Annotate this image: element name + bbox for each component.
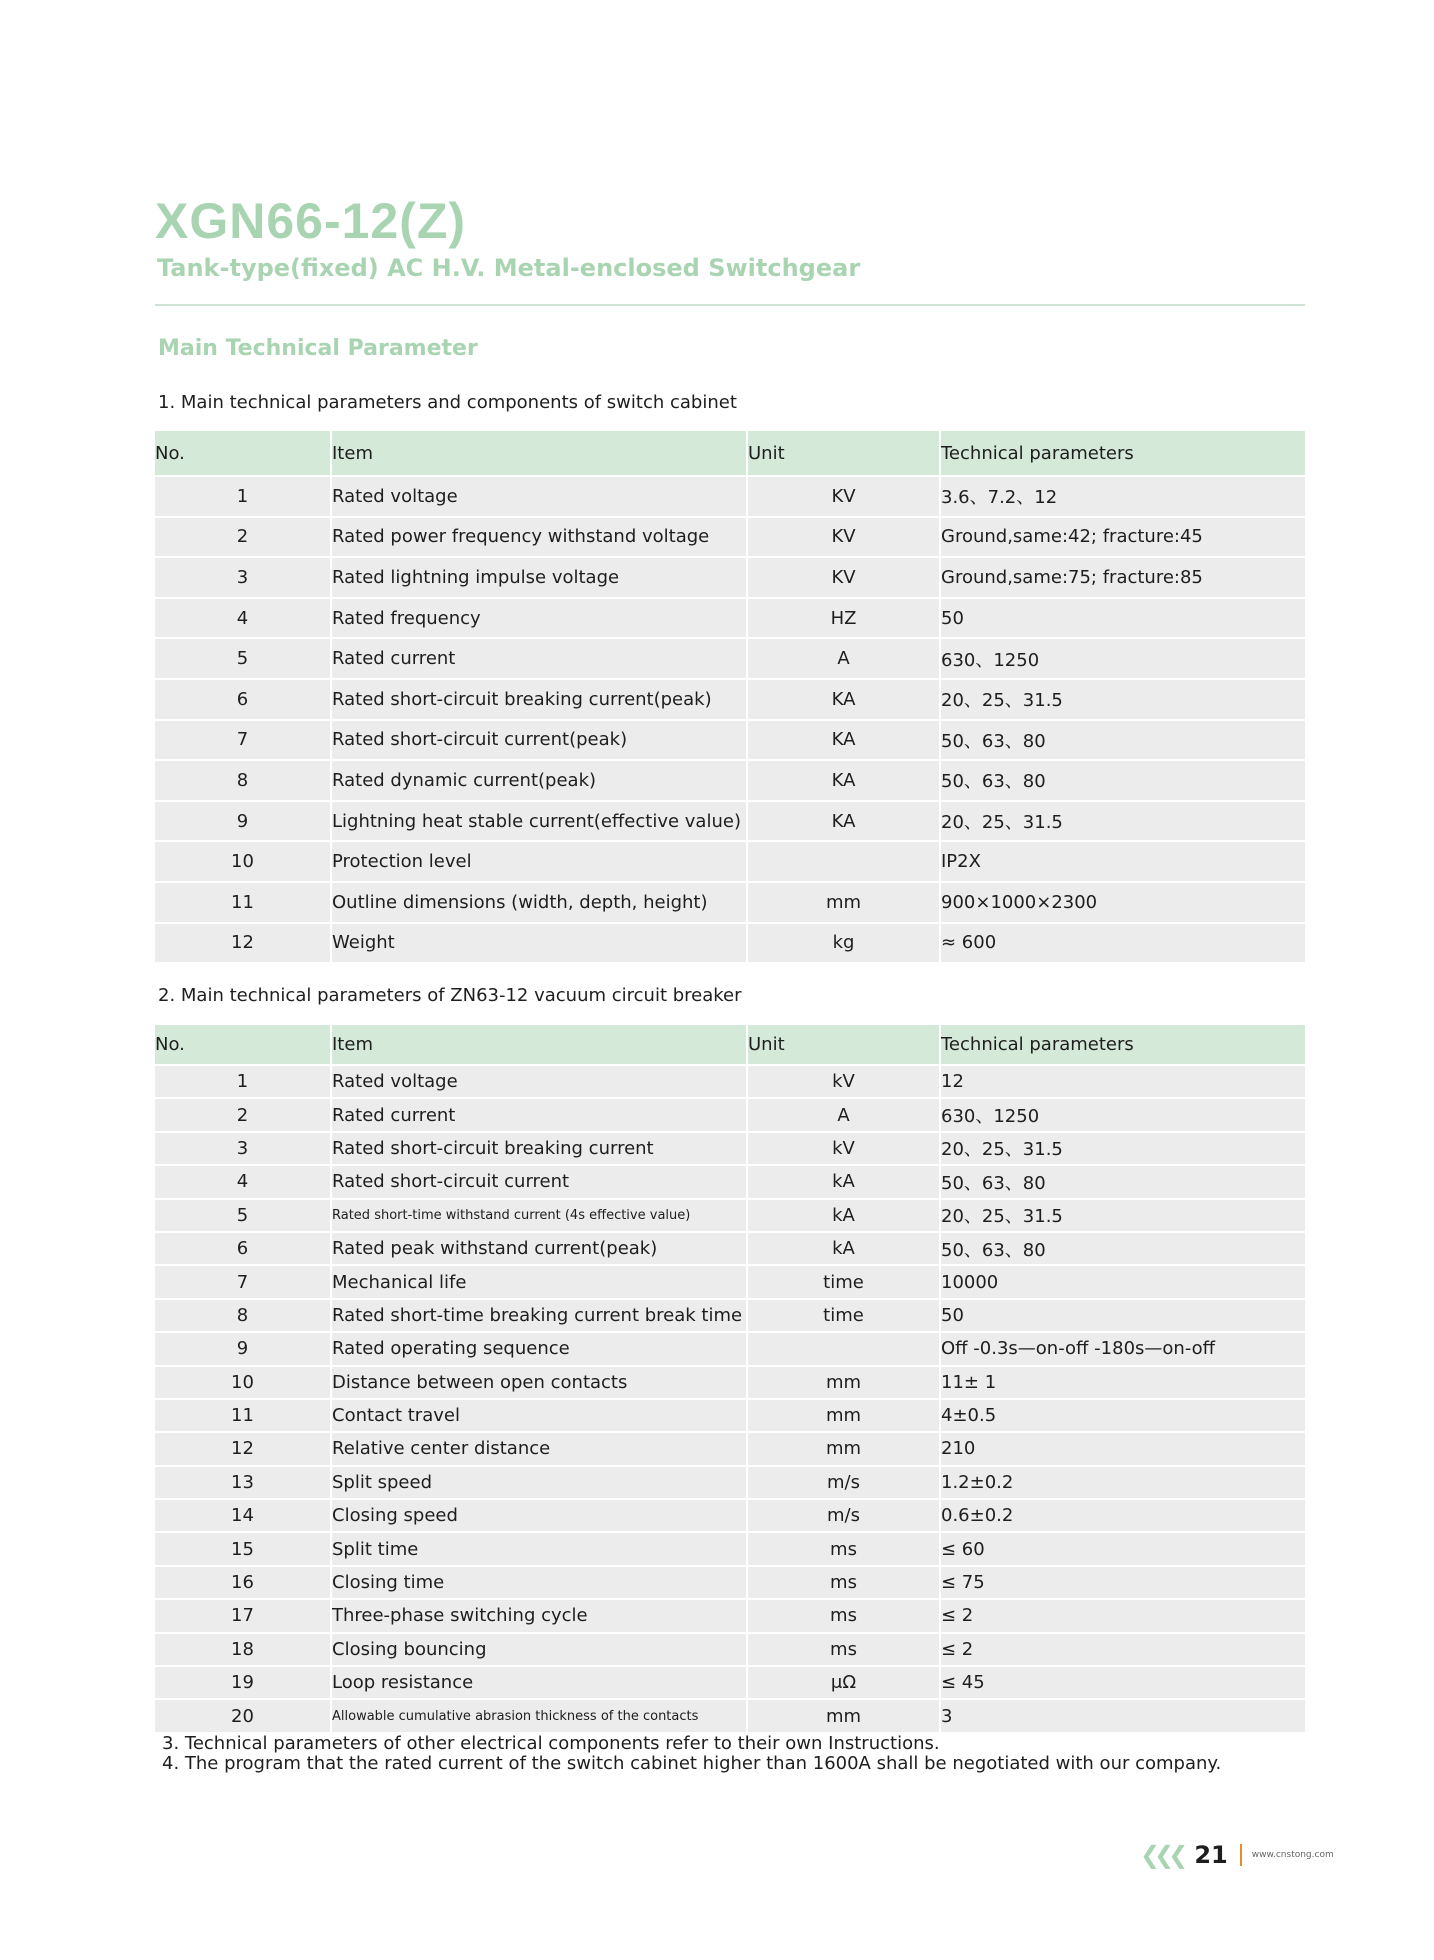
row-item: Outline dimensions (width, depth, height) (331, 882, 747, 923)
column-header-no: No. (155, 431, 331, 476)
row-unit: KA (747, 720, 940, 761)
table-row (155, 1566, 1305, 1599)
row-technical-parameter: 50、63、80 (940, 760, 1305, 801)
table2-body (155, 1065, 1305, 1732)
row-unit: mm (747, 1399, 940, 1432)
row-unit: kg (747, 923, 940, 963)
row-unit: time (747, 1299, 940, 1332)
row-no: 5 (155, 1199, 331, 1232)
row-no: 7 (155, 1265, 331, 1298)
row-item: Closing bouncing (331, 1633, 747, 1666)
row-item: Rated peak withstand current(peak) (331, 1232, 747, 1265)
row-technical-parameter: 1.2±0.2 (940, 1466, 1305, 1499)
row-unit: KA (747, 760, 940, 801)
page-subtitle: Tank-type(fixed) AC H.V. Metal-enclosed Switchgear (157, 254, 861, 282)
table-row (155, 801, 1305, 842)
table-row (155, 1265, 1305, 1298)
table-row (155, 1399, 1305, 1432)
row-item: Rated operating sequence (331, 1332, 747, 1365)
table1-caption: 1. Main technical parameters and components of switch cabinet (158, 392, 737, 413)
column-header-item: Item (331, 431, 747, 476)
row-item: Rated short-circuit breaking current (331, 1132, 747, 1165)
row-technical-parameter: ≤ 60 (940, 1532, 1305, 1565)
row-item: Allowable cumulative abrasion thickness of the contacts (331, 1699, 747, 1731)
column-header-unit: Unit (747, 1025, 940, 1065)
table1-body (155, 476, 1305, 962)
row-technical-parameter: Ground,same:42; fracture:45 (940, 517, 1305, 558)
row-technical-parameter: 50 (940, 598, 1305, 639)
table-row (155, 679, 1305, 720)
row-item: Rated short-time withstand current (4s effective value) (331, 1199, 747, 1232)
row-item: Contact travel (331, 1399, 747, 1432)
table-row (155, 1466, 1305, 1499)
table-row (155, 1699, 1305, 1731)
column-header-unit: Unit (747, 431, 940, 476)
vacuum-breaker-parameters-table (155, 1025, 1305, 1732)
table-row (155, 1599, 1305, 1632)
row-no: 5 (155, 638, 331, 679)
row-unit: KA (747, 801, 940, 842)
row-item: Rated voltage (331, 1065, 747, 1098)
row-technical-parameter: 630、1250 (940, 638, 1305, 679)
row-unit: KV (747, 476, 940, 517)
table-row (155, 841, 1305, 882)
row-technical-parameter: 20、25、31.5 (940, 679, 1305, 720)
row-item: Weight (331, 923, 747, 963)
table-row (155, 1132, 1305, 1165)
row-unit: kA (747, 1232, 940, 1265)
row-technical-parameter: 20、25、31.5 (940, 1132, 1305, 1165)
row-no: 2 (155, 1098, 331, 1131)
table-row (155, 476, 1305, 517)
row-no: 6 (155, 1232, 331, 1265)
row-technical-parameter: 20、25、31.5 (940, 1199, 1305, 1232)
row-no: 12 (155, 923, 331, 963)
row-unit: HZ (747, 598, 940, 639)
row-no: 8 (155, 1299, 331, 1332)
row-technical-parameter: ≤ 2 (940, 1633, 1305, 1666)
row-technical-parameter: Ground,same:75; fracture:85 (940, 557, 1305, 598)
row-item: Rated dynamic current(peak) (331, 760, 747, 801)
table-row (155, 1232, 1305, 1265)
row-unit: kA (747, 1199, 940, 1232)
table-header-row (155, 431, 1305, 476)
row-no: 3 (155, 1132, 331, 1165)
row-technical-parameter: 630、1250 (940, 1098, 1305, 1131)
row-no: 20 (155, 1699, 331, 1731)
section-title: Main Technical Parameter (158, 336, 478, 361)
table-row (155, 1065, 1305, 1098)
row-no: 4 (155, 598, 331, 639)
row-item: Lightning heat stable current(effective value) (331, 801, 747, 842)
row-no: 12 (155, 1432, 331, 1465)
row-unit: μΩ (747, 1666, 940, 1699)
row-unit: KV (747, 557, 940, 598)
row-technical-parameter: 50、63、80 (940, 1165, 1305, 1198)
column-header-item: Item (331, 1025, 747, 1065)
row-unit: ms (747, 1633, 940, 1666)
row-technical-parameter: 210 (940, 1432, 1305, 1465)
row-unit: A (747, 638, 940, 679)
table-row (155, 720, 1305, 761)
row-unit (747, 841, 940, 882)
row-technical-parameter: ≈ 600 (940, 923, 1305, 963)
row-item: Mechanical life (331, 1265, 747, 1298)
page-number: 21 (1194, 1841, 1228, 1869)
row-item: Rated short-time breaking current break time (331, 1299, 747, 1332)
row-item: Rated short-circuit current (331, 1165, 747, 1198)
row-no: 10 (155, 841, 331, 882)
table-row (155, 923, 1305, 963)
row-unit (747, 1332, 940, 1365)
row-item: Distance between open contacts (331, 1366, 747, 1399)
row-unit: m/s (747, 1466, 940, 1499)
note-4: 4. The program that the rated current of the switch cabinet higher than 1600A shall be negotiated with our company. (162, 1753, 1222, 1774)
table-row (155, 1199, 1305, 1232)
row-technical-parameter: 50 (940, 1299, 1305, 1332)
row-no: 8 (155, 760, 331, 801)
row-item: Rated frequency (331, 598, 747, 639)
footer-separator (1240, 1844, 1242, 1866)
row-technical-parameter: 12 (940, 1065, 1305, 1098)
row-technical-parameter: ≤ 45 (940, 1666, 1305, 1699)
row-item: Split time (331, 1532, 747, 1565)
table-row (155, 1098, 1305, 1131)
table-row (155, 1366, 1305, 1399)
row-technical-parameter: ≤ 2 (940, 1599, 1305, 1632)
row-no: 7 (155, 720, 331, 761)
row-technical-parameter: 3.6、7.2、12 (940, 476, 1305, 517)
switch-cabinet-parameters-table (155, 431, 1305, 962)
chevrons-left-icon: ❮❮❮ (1140, 1841, 1183, 1869)
row-item: Protection level (331, 841, 747, 882)
row-no: 17 (155, 1599, 331, 1632)
table-row (155, 598, 1305, 639)
row-no: 13 (155, 1466, 331, 1499)
row-item: Rated short-circuit current(peak) (331, 720, 747, 761)
row-technical-parameter: 11± 1 (940, 1366, 1305, 1399)
column-header-technical-parameters: Technical parameters (940, 431, 1305, 476)
row-no: 3 (155, 557, 331, 598)
row-no: 9 (155, 801, 331, 842)
row-no: 9 (155, 1332, 331, 1365)
row-technical-parameter: 50、63、80 (940, 1232, 1305, 1265)
row-item: Rated power frequency withstand voltage (331, 517, 747, 558)
page-footer (1140, 1838, 1334, 1872)
row-technical-parameter: 900×1000×2300 (940, 882, 1305, 923)
table-row (155, 557, 1305, 598)
table-row (155, 1299, 1305, 1332)
row-unit: kV (747, 1065, 940, 1098)
table-row (155, 882, 1305, 923)
row-unit: KV (747, 517, 940, 558)
row-item: Rated short-circuit breaking current(peak) (331, 679, 747, 720)
row-unit: mm (747, 1699, 940, 1731)
row-no: 15 (155, 1532, 331, 1565)
title-divider (155, 304, 1305, 306)
column-header-no: No. (155, 1025, 331, 1065)
row-item: Relative center distance (331, 1432, 747, 1465)
row-technical-parameter: Off -0.3s—on-off -180s—on-off (940, 1332, 1305, 1365)
row-item: Rated current (331, 638, 747, 679)
row-technical-parameter: 4±0.5 (940, 1399, 1305, 1432)
row-item: Split speed (331, 1466, 747, 1499)
row-unit: mm (747, 1432, 940, 1465)
row-no: 1 (155, 1065, 331, 1098)
row-no: 6 (155, 679, 331, 720)
row-technical-parameter: 20、25、31.5 (940, 801, 1305, 842)
row-item: Loop resistance (331, 1666, 747, 1699)
table2-caption: 2. Main technical parameters of ZN63-12 vacuum circuit breaker (158, 985, 742, 1006)
note-3: 3. Technical parameters of other electrical components refer to their own Instructions. (162, 1733, 940, 1754)
row-technical-parameter: 3 (940, 1699, 1305, 1731)
row-unit: kV (747, 1132, 940, 1165)
row-no: 14 (155, 1499, 331, 1532)
table-row (155, 1432, 1305, 1465)
row-technical-parameter: ≤ 75 (940, 1566, 1305, 1599)
row-item: Closing time (331, 1566, 747, 1599)
table-row (155, 1165, 1305, 1198)
row-unit: time (747, 1265, 940, 1298)
row-technical-parameter: 50、63、80 (940, 720, 1305, 761)
row-no: 11 (155, 1399, 331, 1432)
row-unit: A (747, 1098, 940, 1131)
table-row (155, 1499, 1305, 1532)
table-row (155, 1666, 1305, 1699)
page-title: XGN66-12(Z) (155, 193, 467, 249)
row-no: 4 (155, 1165, 331, 1198)
row-unit: ms (747, 1532, 940, 1565)
row-technical-parameter: IP2X (940, 841, 1305, 882)
row-unit: KA (747, 679, 940, 720)
row-unit: m/s (747, 1499, 940, 1532)
row-no: 11 (155, 882, 331, 923)
row-no: 16 (155, 1566, 331, 1599)
row-no: 18 (155, 1633, 331, 1666)
row-item: Rated lightning impulse voltage (331, 557, 747, 598)
row-no: 19 (155, 1666, 331, 1699)
row-unit: kA (747, 1165, 940, 1198)
website-url: www.cnstong.com (1251, 1850, 1334, 1860)
row-unit: mm (747, 1366, 940, 1399)
row-item: Three-phase switching cycle (331, 1599, 747, 1632)
row-item: Rated voltage (331, 476, 747, 517)
row-item: Rated current (331, 1098, 747, 1131)
table-row (155, 1332, 1305, 1365)
row-technical-parameter: 0.6±0.2 (940, 1499, 1305, 1532)
table-row (155, 1633, 1305, 1666)
row-unit: ms (747, 1599, 940, 1632)
row-no: 10 (155, 1366, 331, 1399)
table-row (155, 760, 1305, 801)
table-header-row (155, 1025, 1305, 1065)
table-row (155, 638, 1305, 679)
row-item: Closing speed (331, 1499, 747, 1532)
column-header-technical-parameters: Technical parameters (940, 1025, 1305, 1065)
row-no: 1 (155, 476, 331, 517)
row-unit: mm (747, 882, 940, 923)
row-no: 2 (155, 517, 331, 558)
table-row (155, 517, 1305, 558)
table-row (155, 1532, 1305, 1565)
row-unit: ms (747, 1566, 940, 1599)
row-technical-parameter: 10000 (940, 1265, 1305, 1298)
